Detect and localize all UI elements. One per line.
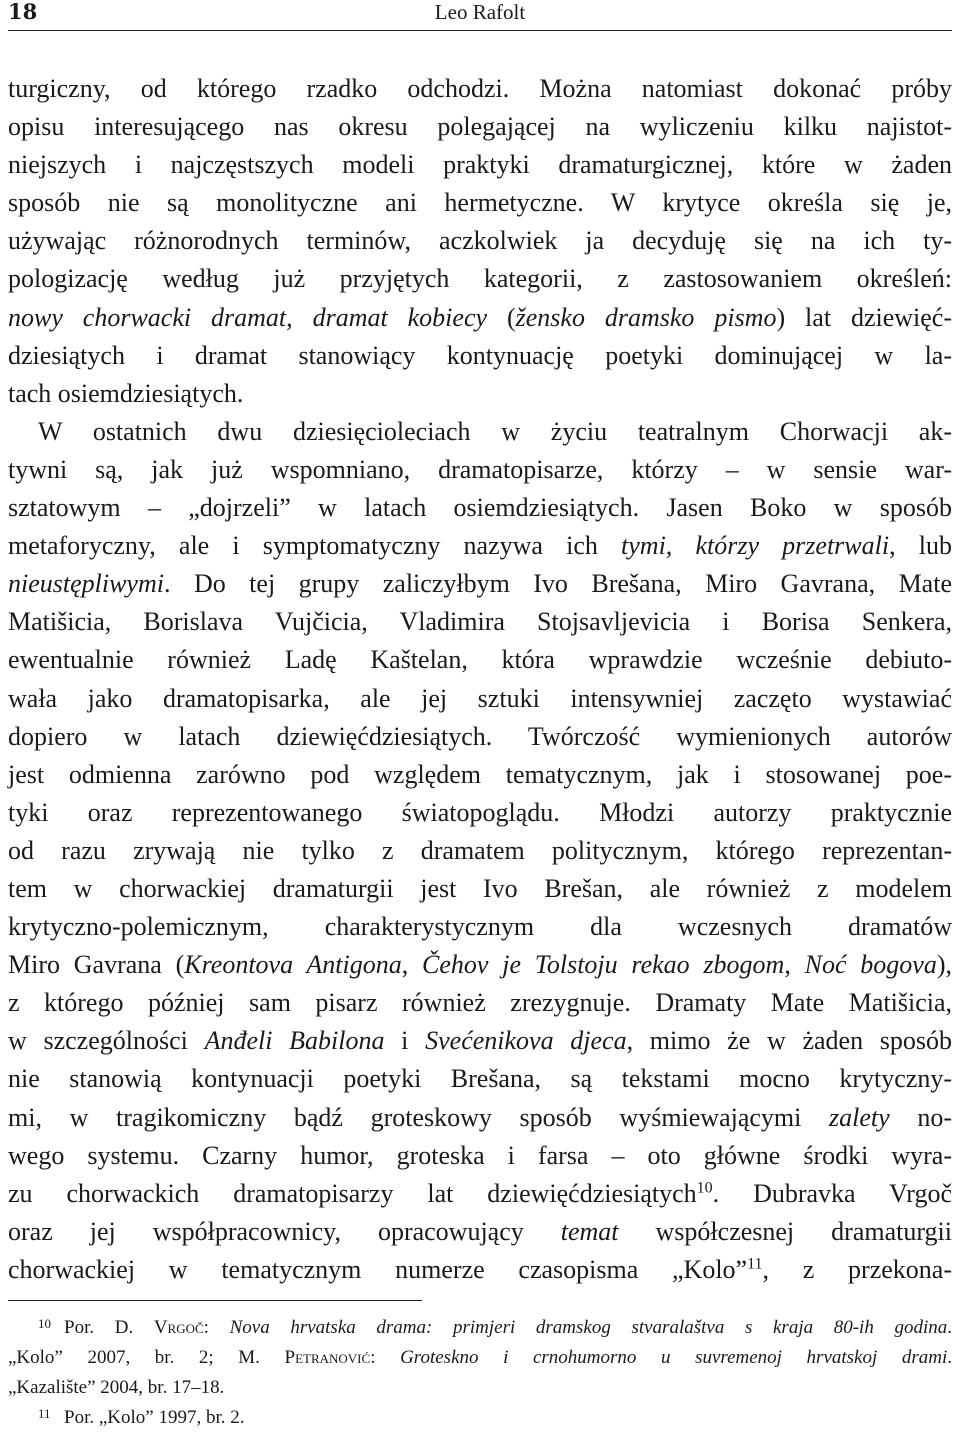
text-line: wała jako dramatopisarka, ale jej sztuki intensywniej zaczęto wystawiać (8, 683, 952, 713)
text-run: ( (487, 302, 516, 332)
italic-term: zalety (829, 1102, 890, 1132)
italic-title: Anđeli Babilona (204, 1026, 385, 1056)
text-line: od razu zrywają nie tylko z dramatem politycznym, którego reprezentan- (8, 835, 952, 865)
footnote-number: 11 (38, 1406, 51, 1421)
text-run: metaforyczny, ale i symptomatyczny nazywa ich (8, 531, 622, 561)
text-run: . Dubravka Vrgoč (712, 1178, 952, 1208)
italic-title: Noć bogova (804, 950, 937, 980)
text-run: , lub (889, 531, 952, 561)
text-line: W ostatnich dwu dziesięcioleciach w życiu teatralnym Chorwacji ak- (38, 416, 952, 446)
text-line (8, 565, 952, 603)
text-run: Por. „Kolo” 1997, br. 2. (64, 1407, 245, 1428)
text-line: niejszych i najczęstszych modeli praktyki dramaturgicznej, które w żaden (8, 150, 952, 180)
text-line: dziesiątych i dramat stanowiący kontynuację poetyki dominującej w la- (8, 340, 952, 370)
text-line: dopiero w latach dziewięćdziesiątych. Twórczość wymienionych autorów (8, 721, 952, 751)
text-line: wego systemu. Czarny humor, groteska i farsa – oto główne środki wyra- (8, 1140, 952, 1170)
text-run: . (947, 1317, 952, 1338)
text-line: tywni są, jak już wspomniano, dramatopisarze, którzy – w sensie war- (8, 454, 952, 484)
page-number: 18 (8, 0, 38, 24)
text-run: mi, w tragikomiczny bądź groteskowy sposób wyśmiewającymi (8, 1102, 830, 1132)
footnote-10-cont (8, 1373, 952, 1403)
text-line (8, 1175, 952, 1213)
italic-term: nowy chorwacki dramat (8, 302, 287, 332)
text-line (8, 1251, 952, 1289)
footnotes (8, 1313, 952, 1433)
text-line: krytyczno-polemicznym, charakterystycznym dla wczesnych dramatów (8, 912, 952, 942)
text-run: : (203, 1317, 230, 1338)
page-header (8, 0, 952, 31)
italic-title: Čehov je Tolstoju rekao zbogom (422, 950, 785, 980)
text-run: współczesnej dramaturgii (618, 1216, 952, 1246)
text-run: . Do tej grupy zaliczyłbym Ivo Brešana, Miro Gavrana, Mate (163, 569, 952, 599)
italic-term: tymi, którzy przetrwali (621, 531, 890, 561)
italic-title: Groteskno i crnohumorno u suvremenoj hrvatskoj drami (400, 1347, 948, 1368)
text-line: tach osiemdziesiątych. (8, 378, 244, 408)
italic-term: žensko dramsko pismo (515, 302, 777, 332)
text-line: nie stanowią kontynuacji poetyki Brešana, są tekstami mocno krytyczny- (8, 1064, 952, 1094)
text-line: opisu interesującego nas okresu polegającej na wyliczeniu kilku najistot- (8, 112, 952, 142)
text-run: „Kazalište” 2004, br. 17–18. (8, 1377, 225, 1398)
text-line: sposób nie są monolityczne ani hermetyczne. W krytyce określa się je, (8, 188, 952, 218)
text-line: ewentualnie również Ladę Kaštelan, która wprawdzie wcześnie debiuto- (8, 645, 952, 675)
italic-term: temat (560, 1216, 619, 1246)
text-run: Miro Gavrana ( (8, 950, 185, 980)
text-run: w szczególności (8, 1026, 205, 1056)
text-line: używając różnorodnych terminów, aczkolwiek ja decyduję się na ich ty- (8, 226, 952, 256)
text-line (8, 1099, 952, 1137)
text-run: , mimo że w żaden sposób (626, 1026, 953, 1056)
text-run: zu chorwackich dramatopisarzy lat dziewięćdziesiątych (8, 1178, 697, 1208)
text-line: turgiczny, od którego rzadko odchodzi. Można natomiast dokonać próby (8, 74, 952, 103)
text-line: pologizację według już przyjętych kategorii, z zastosowaniem określeń: (8, 264, 952, 294)
italic-title: Svećenikova djeca (425, 1026, 627, 1056)
text-run: , (784, 950, 805, 980)
text-run: oraz jej współpracownicy, opracowujący (8, 1216, 561, 1246)
text-line: tyki oraz reprezentowanego światopoglądu. Młodzi autorzy praktycznie (8, 797, 952, 827)
footnote-11 (8, 1403, 952, 1433)
text-run: : (370, 1347, 401, 1368)
text-line: jest odmienna zarówno pod względem tematycznym, jak i stosowanej poe- (8, 759, 952, 789)
italic-term: dramat kobiecy (312, 302, 488, 332)
italic-title: Nova hrvatska drama: primjeri dramskog stvaralaštva s kraja 80-ih godina (229, 1317, 948, 1338)
footnote-10 (8, 1313, 952, 1343)
text-line: z którego później sam pisarz również zrezygnuje. Dramaty Mate Matišicia, (8, 988, 952, 1018)
text-line (8, 527, 952, 565)
text-line (8, 1022, 952, 1060)
running-head: Leo Rafolt (434, 0, 526, 24)
text-run: . (947, 1347, 952, 1368)
text-run: „Kolo” 2007, br. 2; M. (8, 1347, 285, 1368)
footnote-ref-10[interactable]: 10 (696, 1179, 713, 1197)
author-name: Petranović (284, 1347, 371, 1368)
text-run: chorwackiej w tematycznym numerze czasopisma „Kolo” (8, 1254, 748, 1284)
text-run: ), (936, 950, 953, 980)
body-text (8, 70, 952, 1289)
text-run: Por. D. (64, 1317, 154, 1338)
footnote-separator (8, 1300, 422, 1301)
footnote-ref-11[interactable]: 11 (747, 1255, 763, 1273)
text-run: , z przekona- (762, 1254, 952, 1284)
italic-term: nieustępliwymi (8, 569, 164, 599)
author-name: Vrgoč (153, 1317, 204, 1338)
text-run: no- (889, 1102, 952, 1132)
text-run: i (384, 1026, 426, 1056)
text-line (8, 946, 952, 984)
text-line (8, 299, 952, 337)
italic-title: Kreontova Antigona (184, 950, 402, 980)
text-run: ) lat dziewięć- (776, 302, 953, 332)
footnote-number: 10 (38, 1316, 51, 1331)
text-line (8, 1213, 952, 1251)
text-line: sztatowym – „dojrzeli” w latach osiemdziesiątych. Jasen Boko w sposób (8, 493, 952, 523)
footnote-10-cont (8, 1343, 952, 1373)
text-run: , (286, 302, 313, 332)
text-run: , (401, 950, 423, 980)
text-line: Matišicia, Borislava Vujčicia, Vladimira Stojsavljevicia i Borisa Senkera, (8, 607, 952, 637)
text-line: tem w chorwackiej dramaturgii jest Ivo Brešan, ale również z modelem (8, 873, 952, 903)
